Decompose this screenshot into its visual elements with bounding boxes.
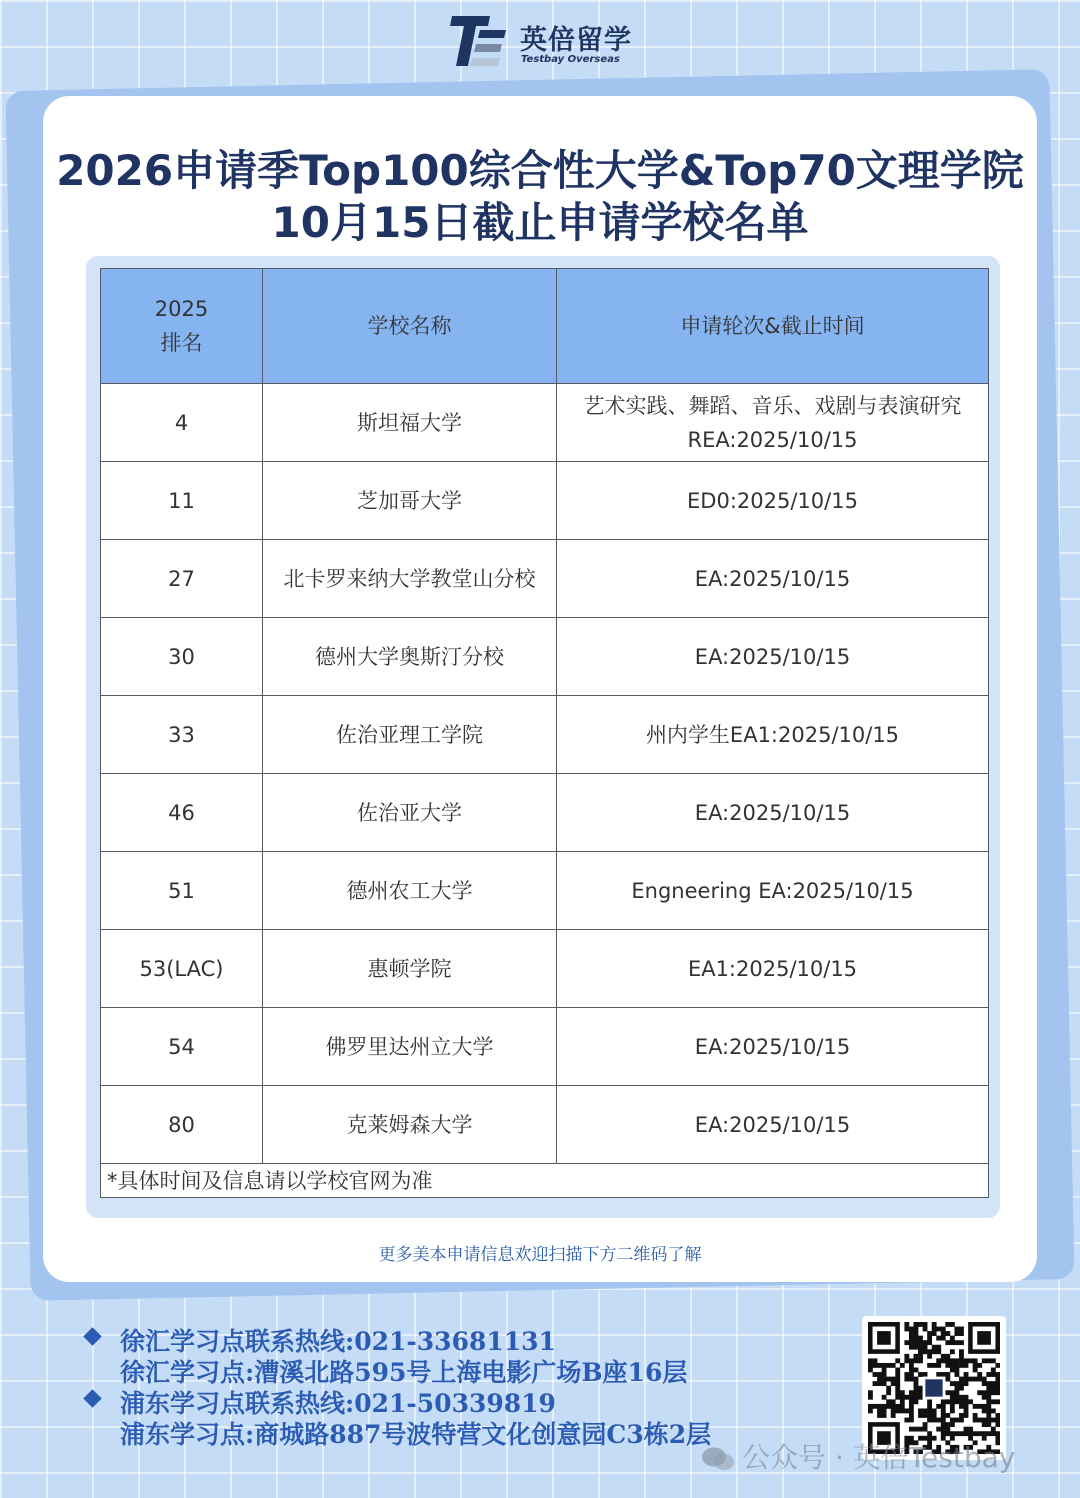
cell-school: 芝加哥大学 bbox=[263, 462, 557, 540]
cell-round: EA:2025/10/15 bbox=[557, 618, 989, 696]
header-round: 申请轮次&截止时间 bbox=[557, 269, 989, 384]
wechat-icon bbox=[700, 1446, 736, 1472]
cell-rank: 54 bbox=[101, 1008, 263, 1086]
contact-text: 徐汇学习点:漕溪北路595号上海电影广场B座16层 bbox=[120, 1358, 688, 1387]
page-title-line2: 10月15日截止申请学校名单 bbox=[271, 198, 809, 247]
header-rank bbox=[101, 269, 263, 384]
contact-text: 浦东学习点:商城路887号波特营文化创意园C3栋2层 bbox=[120, 1420, 712, 1449]
table-row bbox=[101, 462, 989, 540]
cell-rank: 11 bbox=[101, 462, 263, 540]
cell-round: EA:2025/10/15 bbox=[557, 540, 989, 618]
cell-round: 州内学生EA1:2025/10/15 bbox=[557, 696, 989, 774]
contact-line bbox=[82, 1322, 711, 1356]
cell-school: 佐治亚理工学院 bbox=[263, 696, 557, 774]
watermark-text: 公众号 · 英倍Testbay bbox=[742, 1441, 1016, 1474]
cell-school: 德州农工大学 bbox=[263, 852, 557, 930]
table-row bbox=[101, 540, 989, 618]
table-row bbox=[101, 696, 989, 774]
contact-block bbox=[82, 1322, 712, 1449]
cell-school: 德州大学奥斯汀分校 bbox=[263, 618, 557, 696]
contact-text: 徐汇学习点联系热线:021-33681131 bbox=[120, 1327, 556, 1356]
cell-school: 佛罗里达州立大学 bbox=[263, 1008, 557, 1086]
table-row bbox=[101, 852, 989, 930]
cell-round: EA:2025/10/15 bbox=[557, 1008, 989, 1086]
contact-text: 浦东学习点联系热线:021-50339819 bbox=[120, 1389, 556, 1418]
table-row bbox=[101, 774, 989, 852]
watermark bbox=[700, 1436, 1015, 1476]
cell-rank: 4 bbox=[101, 384, 263, 462]
cell-round-line1: 艺术实践、舞蹈、音乐、戏剧与表演研究 bbox=[583, 393, 962, 418]
cell-round: EA1:2025/10/15 bbox=[557, 930, 989, 1008]
table-header-row bbox=[101, 269, 989, 384]
cell-round: ED0:2025/10/15 bbox=[557, 462, 989, 540]
diamond-icon bbox=[83, 1327, 101, 1345]
contact-line bbox=[82, 1415, 712, 1449]
cell-round bbox=[557, 384, 989, 462]
cell-rank: 33 bbox=[101, 696, 263, 774]
cell-round: EA:2025/10/15 bbox=[557, 774, 989, 852]
cell-rank: 80 bbox=[101, 1086, 263, 1164]
deadline-table bbox=[100, 268, 989, 1198]
brand-name-en: Testbay Overseas bbox=[521, 54, 620, 65]
qr-code-icon bbox=[868, 1322, 1000, 1454]
cell-school: 斯坦福大学 bbox=[263, 384, 557, 462]
contact-line bbox=[82, 1353, 711, 1387]
table-row bbox=[101, 930, 989, 1008]
qr-hint-text: 更多美本申请信息欢迎扫描下方二维码了解 bbox=[378, 1245, 702, 1265]
header-school: 学校名称 bbox=[263, 269, 557, 384]
cell-school: 佐治亚大学 bbox=[263, 774, 557, 852]
contact-line bbox=[82, 1384, 711, 1418]
page-title-line1: 2026申请季Top100综合性大学&Top70文理学院 bbox=[56, 146, 1024, 195]
table-row bbox=[101, 384, 989, 462]
cell-school: 惠顿学院 bbox=[263, 930, 557, 1008]
table-row bbox=[101, 1086, 989, 1164]
cell-rank: 30 bbox=[101, 618, 263, 696]
table-note-row bbox=[101, 1164, 989, 1198]
cell-rank: 53(LAC) bbox=[101, 930, 263, 1008]
cell-rank: 51 bbox=[101, 852, 263, 930]
cell-round: EA:2025/10/15 bbox=[557, 1086, 989, 1164]
header-rank-year: 2025 bbox=[154, 297, 209, 321]
cell-school: 北卡罗来纳大学教堂山分校 bbox=[263, 540, 557, 618]
cell-school: 克莱姆森大学 bbox=[263, 1086, 557, 1164]
table-row bbox=[101, 618, 989, 696]
cell-round: Engneering EA:2025/10/15 bbox=[557, 852, 989, 930]
table-row bbox=[101, 1008, 989, 1086]
brand-name-cn: 英倍留学 bbox=[520, 25, 632, 56]
diamond-icon bbox=[83, 1389, 101, 1407]
cell-rank: 46 bbox=[101, 774, 263, 852]
brand-logo bbox=[448, 14, 638, 70]
header-rank-label: 排名 bbox=[160, 331, 203, 355]
testbay-logo-icon bbox=[448, 14, 508, 68]
cell-round-line2: REA:2025/10/15 bbox=[687, 427, 858, 452]
table-note: *具体时间及信息请以学校官网为准 bbox=[101, 1164, 989, 1198]
cell-rank: 27 bbox=[101, 540, 263, 618]
